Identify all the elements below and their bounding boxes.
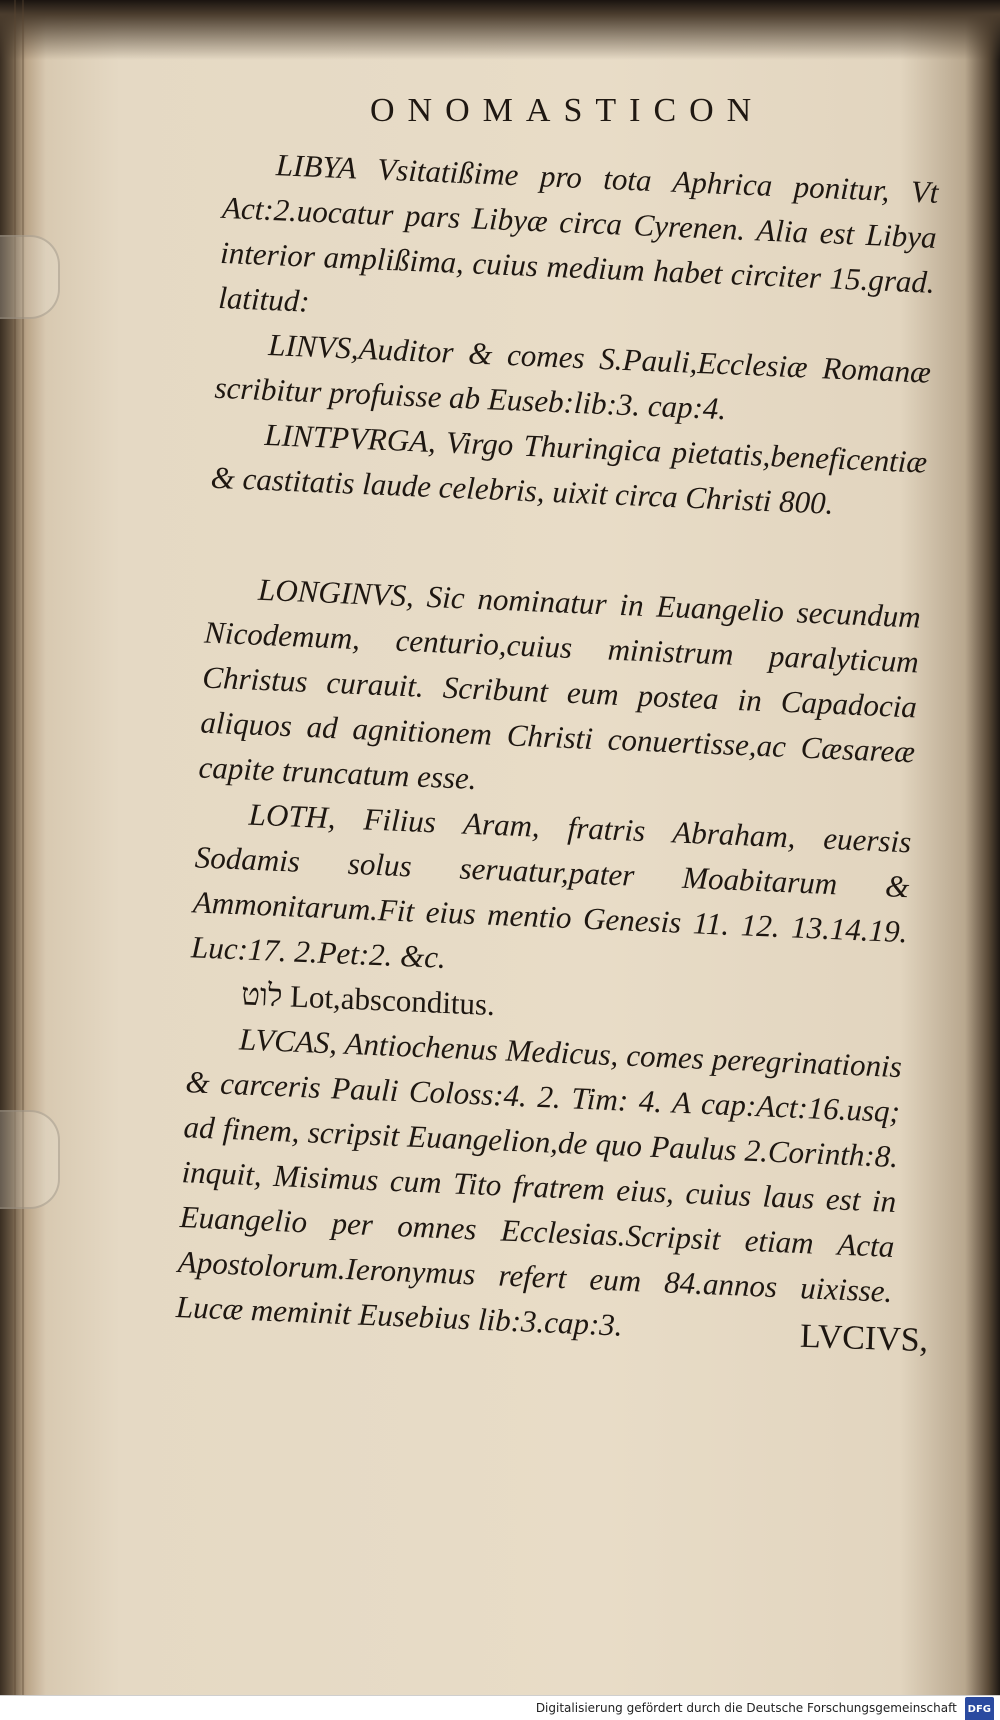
- clasp-mark: [0, 235, 60, 319]
- entry-libya: LIBYA Vsitatißime pro tota Aphrica ponitur, Vt Act:2.uocatur pars Libyæ circa Cyrenen. Alia est Libya interior amplißima, cuius medium habet circiter 15.grad. latitud:: [217, 147, 940, 319]
- entry-loth: LOTH, Filius Aram, fratris Abraham, euersis Sodamis solus seruatur,pater Moabitarum & Ammonitarum.Fit eius mentio Genesis 11. 12. 13.14.19. Luc:17. 2.Pet:2. &c.: [190, 796, 912, 975]
- catchword: LVCIVS,: [799, 1317, 929, 1360]
- entry-longinus: LONGINVS, Sic nominatur in Euangelio secundum Nicodemum, centurio,cuius ministrum paralyticum Christus curauit. Scribunt eum postea in Capadocia aliquos ad agnitionem Christi conuertisse,ac Cæsareæ capite truncatum esse.: [197, 571, 922, 797]
- running-head: ONOMASTICON: [370, 92, 765, 129]
- entry-linus: LINVS,Auditor & comes S.Pauli,Ecclesiæ Romanæ scribitur profuisse ab Euseb:lib:3. cap:4.: [213, 327, 932, 427]
- digitization-footer: [0, 1695, 1000, 1720]
- entry-lucas: LVCAS, Antiochenus Medicus, comes peregrinationis & carceris Pauli Coloss:4. 2. Tim: 4. A cap:Act:16.usq; ad finem, scripsit Euangelion,de quo Paulus 2.Corinth:8. inquit, Misimus cum Tito fratrem eius, cuius laus est in Euangelio per omnes Ecclesias.Scripsit etiam Acta Apostolorum.Ieronymus refert eum 84.annos uixisse. Lucæ meminit Eusebius lib:3.cap:3.: [175, 1021, 903, 1343]
- dfg-logo: DFG: [965, 1697, 994, 1720]
- entry-lintpurga: LINTPVRGA, Virgo Thuringica pietatis,beneficentiæ & castitatis laude celebris, uixit circa Christi 800.: [210, 416, 928, 521]
- footer-text: Digitalisierung gefördert durch die Deutsche Forschungsgemeinschaft: [535, 1701, 957, 1715]
- entry-lot-hebrew: לוט Lot,absconditus.: [240, 976, 496, 1023]
- page-text: [175, 140, 939, 1359]
- clasp-mark: [0, 1110, 60, 1209]
- binding-shadow: [0, 0, 1000, 60]
